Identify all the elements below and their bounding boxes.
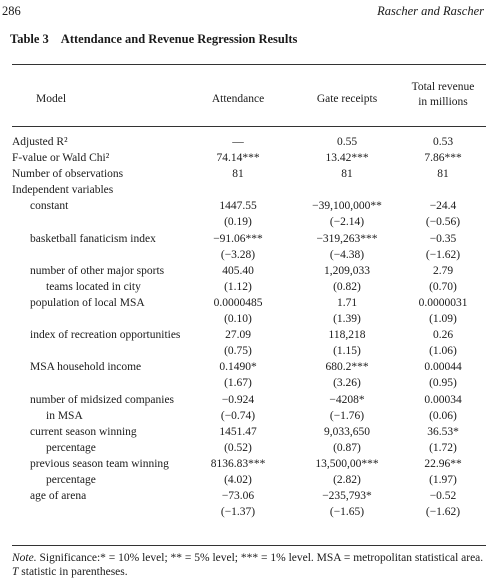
cell-c2: (−1.76) bbox=[329, 409, 365, 422]
cell-c1: (−0.74) bbox=[220, 409, 256, 422]
cell-c1: −91.06*** bbox=[213, 232, 263, 245]
cell-c3: (1.72) bbox=[429, 441, 457, 454]
cell-c3: 0.00044 bbox=[424, 361, 462, 374]
table-row bbox=[12, 134, 486, 150]
table-title: Attendance and Revenue Regression Results bbox=[60, 32, 298, 46]
table-header bbox=[12, 72, 486, 122]
cell-c3: 0.0000031 bbox=[418, 296, 468, 309]
table-note bbox=[12, 551, 488, 579]
cell-c2: 0.55 bbox=[336, 136, 358, 148]
cell-c2: 81 bbox=[341, 168, 353, 181]
cell-c1: 81 bbox=[232, 168, 244, 181]
cell-c1: (−1.37) bbox=[220, 506, 256, 519]
column-header-total-revenue-line2: in millions bbox=[418, 96, 468, 108]
cell-c1: (1.12) bbox=[224, 280, 252, 293]
cell-c2: (0.87) bbox=[333, 441, 361, 454]
cell-c3: 0.53 bbox=[432, 136, 454, 148]
note-text-part2: statistic in parentheses. bbox=[18, 566, 128, 578]
table-row bbox=[12, 247, 486, 263]
row-label: index of recreation opportunities bbox=[30, 329, 181, 342]
cell-c1: (1.67) bbox=[224, 377, 252, 390]
row-label: current season winning bbox=[30, 425, 137, 438]
cell-c3: −0.52 bbox=[429, 490, 457, 503]
cell-c2: 13,500,00*** bbox=[315, 457, 379, 470]
row-label: basketball fanaticism index bbox=[30, 232, 156, 245]
cell-c3: 0.26 bbox=[432, 329, 454, 342]
row-label: number of other major sports bbox=[30, 264, 165, 277]
column-header-total-revenue bbox=[398, 80, 488, 110]
table-row bbox=[12, 375, 486, 391]
row-label: percentage bbox=[46, 473, 96, 486]
cell-c2: 118,218 bbox=[328, 329, 366, 342]
page-number: 286 bbox=[2, 4, 21, 18]
row-label: number of midsized companies bbox=[30, 393, 175, 406]
cell-c1: 0.0000485 bbox=[213, 296, 263, 309]
cell-c1: 0.1490* bbox=[219, 361, 257, 374]
table-row bbox=[12, 231, 486, 247]
cell-c3: (1.97) bbox=[429, 473, 457, 486]
row-label: in MSA bbox=[46, 409, 83, 422]
table-row bbox=[12, 343, 486, 359]
column-header-gate-receipts: Gate receipts bbox=[316, 93, 378, 105]
row-label: percentage bbox=[46, 441, 96, 454]
cell-c2: (−2.14) bbox=[329, 216, 365, 229]
table-row bbox=[12, 295, 486, 311]
row-label: age of arena bbox=[30, 490, 87, 503]
table-bottom-rule bbox=[12, 545, 486, 546]
note-t: T bbox=[12, 566, 19, 578]
cell-c2: 13.42*** bbox=[325, 152, 369, 165]
cell-c2: 9,033,650 bbox=[324, 425, 370, 438]
table-row bbox=[12, 456, 486, 472]
cell-c1: 27.09 bbox=[225, 329, 251, 342]
table-row bbox=[12, 392, 486, 408]
table-row bbox=[12, 359, 486, 375]
cell-c3: (−1.62) bbox=[425, 506, 461, 519]
cell-c3: 81 bbox=[437, 168, 449, 181]
row-label: F-value or Wald Chi² bbox=[12, 152, 110, 165]
cell-c2: (3.26) bbox=[333, 377, 361, 390]
cell-c3: 0.00034 bbox=[424, 393, 462, 406]
table-row bbox=[12, 327, 486, 343]
cell-c2: (1.39) bbox=[333, 313, 361, 326]
row-label: Independent variables bbox=[12, 184, 114, 197]
cell-c1: (−3.28) bbox=[220, 248, 256, 261]
cell-c1: −0.924 bbox=[221, 393, 255, 406]
column-header-total-revenue-line1: Total revenue bbox=[411, 81, 475, 93]
cell-c1: 8136.83*** bbox=[210, 457, 266, 470]
cell-c1: (4.02) bbox=[224, 473, 252, 486]
cell-c1: (0.52) bbox=[224, 441, 252, 454]
column-header-model: Model bbox=[36, 93, 67, 105]
table-row bbox=[12, 472, 486, 488]
cell-c1: — bbox=[232, 136, 244, 148]
cell-c1: (0.19) bbox=[224, 216, 252, 229]
table-row bbox=[12, 166, 486, 182]
row-label: population of local MSA bbox=[30, 296, 145, 309]
table-body bbox=[12, 134, 486, 520]
table-row bbox=[12, 440, 486, 456]
cell-c3: −0.35 bbox=[429, 232, 457, 245]
cell-c1: 74.14*** bbox=[216, 152, 260, 165]
table-row bbox=[12, 182, 486, 198]
cell-c1: 405.40 bbox=[222, 264, 254, 277]
cell-c3: (0.95) bbox=[429, 377, 457, 390]
cell-c2: (−1.65) bbox=[329, 506, 365, 519]
table-row bbox=[12, 504, 486, 520]
cell-c2: (2.82) bbox=[333, 473, 361, 486]
cell-c3: (−1.62) bbox=[425, 248, 461, 261]
note-lead: Note. bbox=[12, 552, 37, 564]
cell-c3: (0.70) bbox=[429, 280, 457, 293]
cell-c1: −73.06 bbox=[221, 490, 255, 503]
cell-c3: 2.79 bbox=[432, 264, 454, 277]
cell-c2: (−4.38) bbox=[329, 248, 365, 261]
table-row bbox=[12, 279, 486, 295]
note-text-part1: Significance:* = 10% level; ** = 5% level; *** = 1% level. MSA = metropolitan statistical area. bbox=[36, 552, 484, 564]
cell-c1: 1451.47 bbox=[219, 425, 257, 438]
cell-c2: 1.71 bbox=[336, 296, 358, 309]
cell-c3: 36.53* bbox=[427, 425, 459, 438]
table-top-rule bbox=[12, 64, 486, 65]
cell-c3: (1.09) bbox=[429, 313, 457, 326]
row-label: previous season team winning bbox=[30, 457, 169, 470]
cell-c2: (0.82) bbox=[333, 280, 361, 293]
table-row bbox=[12, 408, 486, 424]
cell-c3: (0.06) bbox=[429, 409, 457, 422]
cell-c1: (0.75) bbox=[224, 345, 252, 358]
cell-c3: (1.06) bbox=[429, 345, 457, 358]
table-row bbox=[12, 263, 486, 279]
cell-c2: −39,100,000** bbox=[312, 200, 382, 213]
row-label: MSA household income bbox=[30, 361, 142, 374]
table-row bbox=[12, 214, 486, 230]
row-label: constant bbox=[30, 200, 69, 213]
cell-c3: (−0.56) bbox=[425, 216, 461, 229]
running-head: Rascher and Rascher bbox=[377, 4, 484, 18]
table-row bbox=[12, 424, 486, 440]
cell-c1: (0.10) bbox=[224, 313, 252, 326]
row-label: teams located in city bbox=[46, 280, 141, 293]
table-row bbox=[12, 311, 486, 327]
cell-c3: 7.86*** bbox=[424, 152, 462, 165]
cell-c2: 1,209,033 bbox=[324, 264, 370, 277]
cell-c2: 680.2*** bbox=[325, 361, 369, 374]
cell-c3: 22.96** bbox=[424, 457, 462, 470]
table-caption bbox=[10, 32, 297, 47]
cell-c2: −4208* bbox=[329, 393, 365, 406]
row-label: Number of observations bbox=[12, 168, 124, 181]
table-label: Table 3 bbox=[10, 32, 49, 46]
cell-c2: (1.15) bbox=[333, 345, 361, 358]
cell-c1: 1447.55 bbox=[219, 200, 257, 213]
table-row bbox=[12, 198, 486, 214]
row-label: Adjusted R² bbox=[12, 136, 68, 148]
table-row bbox=[12, 150, 486, 166]
table-header-rule bbox=[12, 126, 486, 127]
column-header-attendance: Attendance bbox=[211, 93, 265, 105]
page-header bbox=[2, 2, 484, 20]
table-row bbox=[12, 488, 486, 504]
cell-c2: −235,793* bbox=[322, 490, 372, 503]
cell-c3: −24.4 bbox=[429, 200, 457, 213]
cell-c2: −319,263*** bbox=[316, 232, 378, 245]
